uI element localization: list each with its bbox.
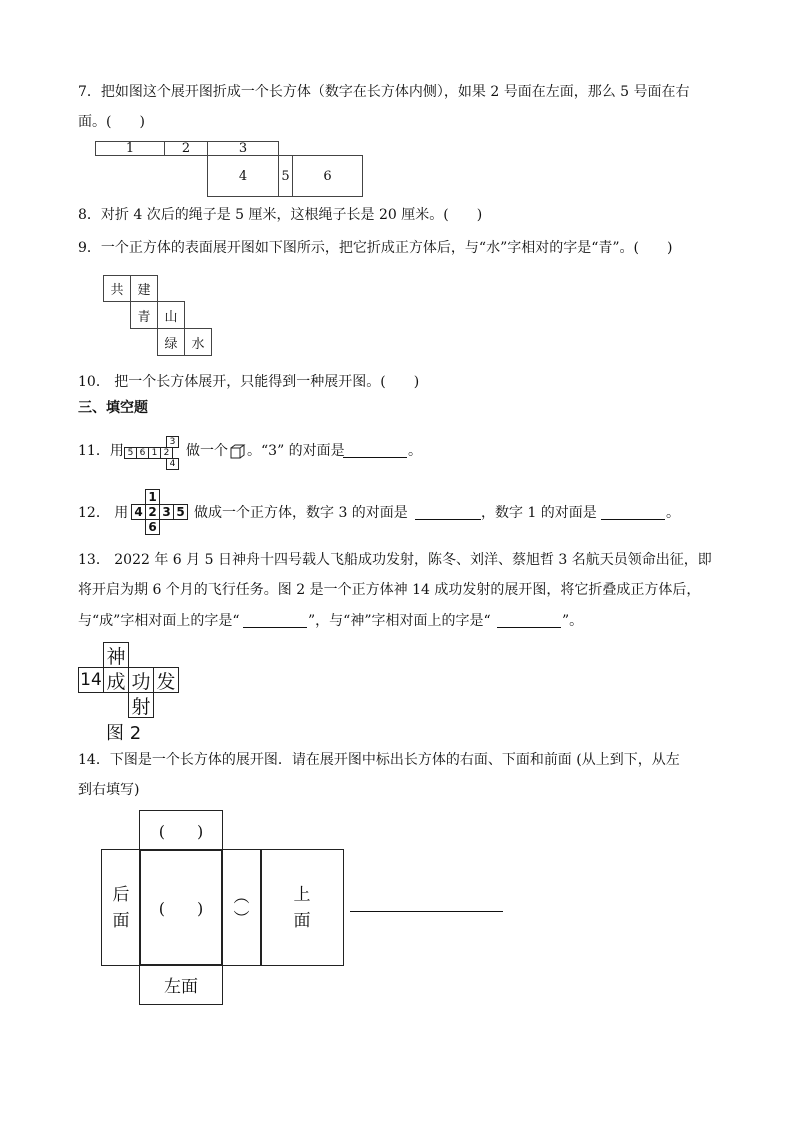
q12-face-6: 6 [145, 519, 160, 535]
q12-face-2: 2 [145, 504, 160, 520]
q12-answer-blank-2[interactable] [601, 505, 665, 520]
q11-prefix: 11．用 [78, 443, 124, 459]
q7-face-6: 6 [292, 155, 363, 197]
q14-up-char2: 面 [293, 910, 311, 931]
q13-line3b: ”，与“神”字相对面上的字是“ [308, 613, 491, 629]
q14-side-paren-open: ︵ [233, 886, 250, 906]
q9-face-shui: 水 [184, 328, 212, 356]
q9-face-qing: 青 [130, 301, 158, 329]
q7-face-5: 5 [278, 155, 293, 197]
cube-icon [230, 444, 246, 459]
q14-answer-line[interactable] [350, 911, 503, 912]
q12-face-4: 4 [131, 504, 146, 520]
q13-answer-blank-2[interactable] [497, 613, 561, 628]
q12-mid: 做成一个正方体，数字 3 的对面是 [194, 505, 408, 521]
q13-face-gong: 功 [128, 667, 154, 693]
q11-face-4: 4 [166, 458, 179, 470]
q14-back-char1: 后 [112, 884, 130, 905]
q12-face-3: 3 [159, 504, 174, 520]
q12-mid2: ，数字 1 的对面是 [481, 505, 597, 521]
q14-line2: 到右填写) [78, 782, 140, 798]
q11-end: 。 [408, 443, 422, 459]
q12-face-1: 1 [145, 489, 160, 505]
q14-top-face[interactable]: ( ) [139, 810, 223, 851]
q7-line1: 7．把如图这个展开图折成一个长方体（数字在长方体内侧），如果 2 号面在左面，那么 5 号面在右 [78, 84, 690, 100]
q14-middle-face[interactable]: ( ) [139, 849, 223, 966]
q11-suffix: 。“3” 的对面是 [247, 443, 345, 459]
q14-back-char2: 面 [112, 910, 130, 931]
q9-face-gong: 共 [103, 275, 131, 302]
q13-line3a: 与“成”字相对面上的字是“ [78, 613, 240, 629]
q13-answer-blank-1[interactable] [243, 613, 307, 628]
q14-side-face[interactable] [221, 849, 262, 966]
q8-text: 8．对折 4 次后的绳子是 5 厘米，这根绳子长是 20 厘米。( ) [78, 207, 483, 223]
q7-face-3: 3 [207, 141, 279, 156]
q13-face-she: 射 [128, 692, 154, 718]
q9-text: 9．一个正方体的表面展开图如下图所示，把它折成正方体后，与“水”字相对的字是“青”。( ) [78, 240, 673, 256]
q7-face-4: 4 [207, 155, 279, 197]
q11-face-5: 5 [124, 447, 137, 459]
q13-line1: 13． 2022 年 6 月 5 日神舟十四号载人飞船成功发射，陈冬、刘洋、蔡旭哲 3 名航天员领命出征，即 [78, 552, 712, 568]
q7-face-1: 1 [95, 141, 165, 156]
q13-face-shen: 神 [103, 642, 129, 668]
q12-face-5: 5 [173, 504, 188, 520]
q14-up-face [260, 849, 344, 966]
q10-text: 10． 把一个长方体展开，只能得到一种展开图。( ) [78, 374, 420, 390]
q11-face-2: 2 [160, 447, 173, 459]
q13-face-cheng: 成 [103, 667, 129, 693]
q14-left-face: 左面 [139, 964, 223, 1005]
q9-face-lv: 绿 [157, 328, 185, 356]
q7-line2: 面。( ) [78, 114, 145, 130]
q11-face-3: 3 [166, 436, 179, 448]
q14-line1: 14．下图是一个长方体的展开图．请在展开图中标出长方体的右面、下面和前面 (从上到下，从左 [78, 752, 680, 768]
q13-face-14: 14 [78, 667, 104, 693]
q9-face-shan: 山 [157, 301, 185, 329]
figure-caption: 图 2 [106, 723, 142, 744]
q9-face-jian: 建 [130, 275, 158, 302]
q13-line3c: ”。 [562, 613, 584, 629]
q7-face-2: 2 [164, 141, 208, 156]
q11-answer-blank[interactable] [343, 443, 407, 458]
q14-up-char1: 上 [293, 884, 311, 905]
q12-end: 。 [666, 505, 680, 521]
section-title: 三、填空题 [78, 400, 148, 416]
q13-line2: 将开启为期 6 个月的飞行任务。图 2 是一个正方体神 14 成功发射的展开图，将它折叠成正方体后， [78, 582, 701, 598]
q11-face-1: 1 [148, 447, 161, 459]
q11-mid: 做一个 [186, 443, 228, 459]
q12-prefix: 12． 用 [78, 505, 129, 521]
q11-face-6: 6 [136, 447, 149, 459]
q14-side-paren-close: ︶ [233, 908, 250, 928]
q12-answer-blank-1[interactable] [415, 505, 481, 520]
q14-back-face [101, 849, 141, 966]
q13-face-fa: 发 [153, 667, 179, 693]
